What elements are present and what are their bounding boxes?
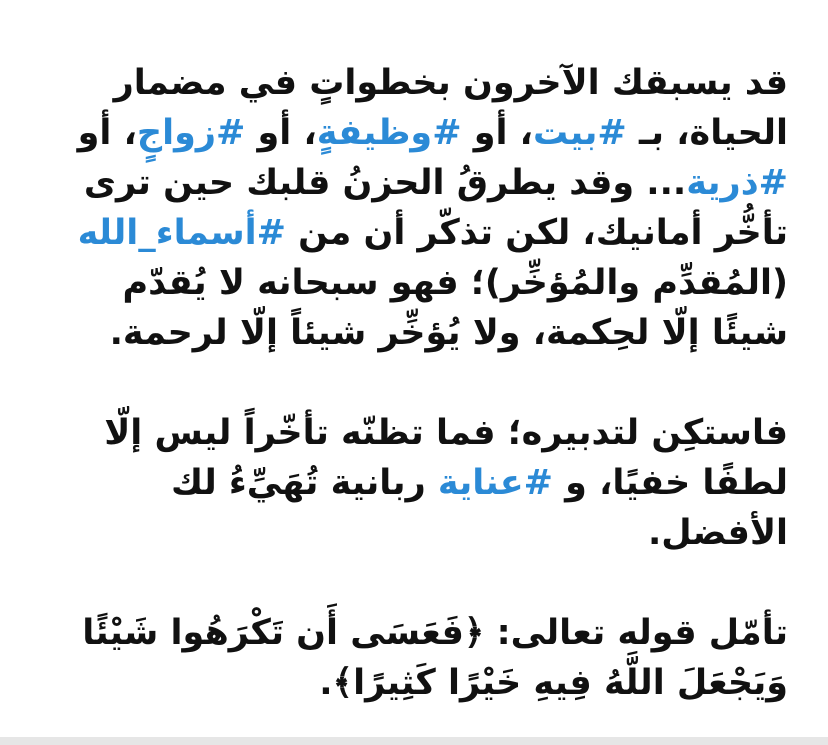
paragraph-1-text-3: ، أو	[245, 113, 317, 153]
paragraph-1-text-4: ، أو	[77, 113, 137, 153]
hashtag-names-of-allah[interactable]: #أسماء_الله	[77, 213, 286, 253]
paragraph-1	[40, 58, 788, 358]
hashtag-offspring[interactable]: #ذرية	[686, 163, 788, 203]
quran-verse-text: تأمّل قوله تعالى: ﴿فَعَسَى أَن تَكْرَهُوا شَيْئًا وَيَجْعَلَ اللَّهُ فِيهِ خَيْرًا كَثِيرًا﴾.	[82, 613, 788, 703]
paragraph-2-text-1: فاستكِن لتدبيره؛ فما تظنّه تأخّراً ليس إلّا لطفًا خفيًا، و	[104, 413, 788, 503]
paragraph-2-text-2: ربانية تُهَيِّءُ لك الأفضل.	[170, 463, 788, 553]
hashtag-care[interactable]: #عناية	[437, 463, 553, 503]
paragraph-1-text-5: ... وقد يطرقُ الحزنُ قلبك حين ترى تأخُّر أمانيك، لكن تذكّر أن من	[83, 163, 788, 253]
paragraph-2	[40, 408, 788, 558]
bottom-divider	[0, 737, 828, 745]
hashtag-job[interactable]: #وظيفةٍ	[316, 113, 462, 153]
paragraph-1-text-1: قد يسبقك الآخرون بخطواتٍ في مضمار الحياة، بـ	[113, 63, 788, 153]
paragraph-spacer	[40, 358, 788, 408]
paragraph-1-text-2: ، أو	[461, 113, 533, 153]
paragraph-1-text-6: (المُقدِّم والمُؤخِّر)؛ فهو سبحانه لا يُقدّم شيئًا إلّا لحِكمة، ولا يُؤخِّر شيئاً إلّا لرحمة.	[109, 263, 788, 353]
hashtag-house[interactable]: #بيت	[532, 113, 627, 153]
hashtag-marriage[interactable]: #زواجٍ	[136, 113, 246, 153]
paragraph-3	[40, 608, 788, 708]
paragraph-spacer	[40, 558, 788, 608]
post-body	[40, 58, 788, 708]
